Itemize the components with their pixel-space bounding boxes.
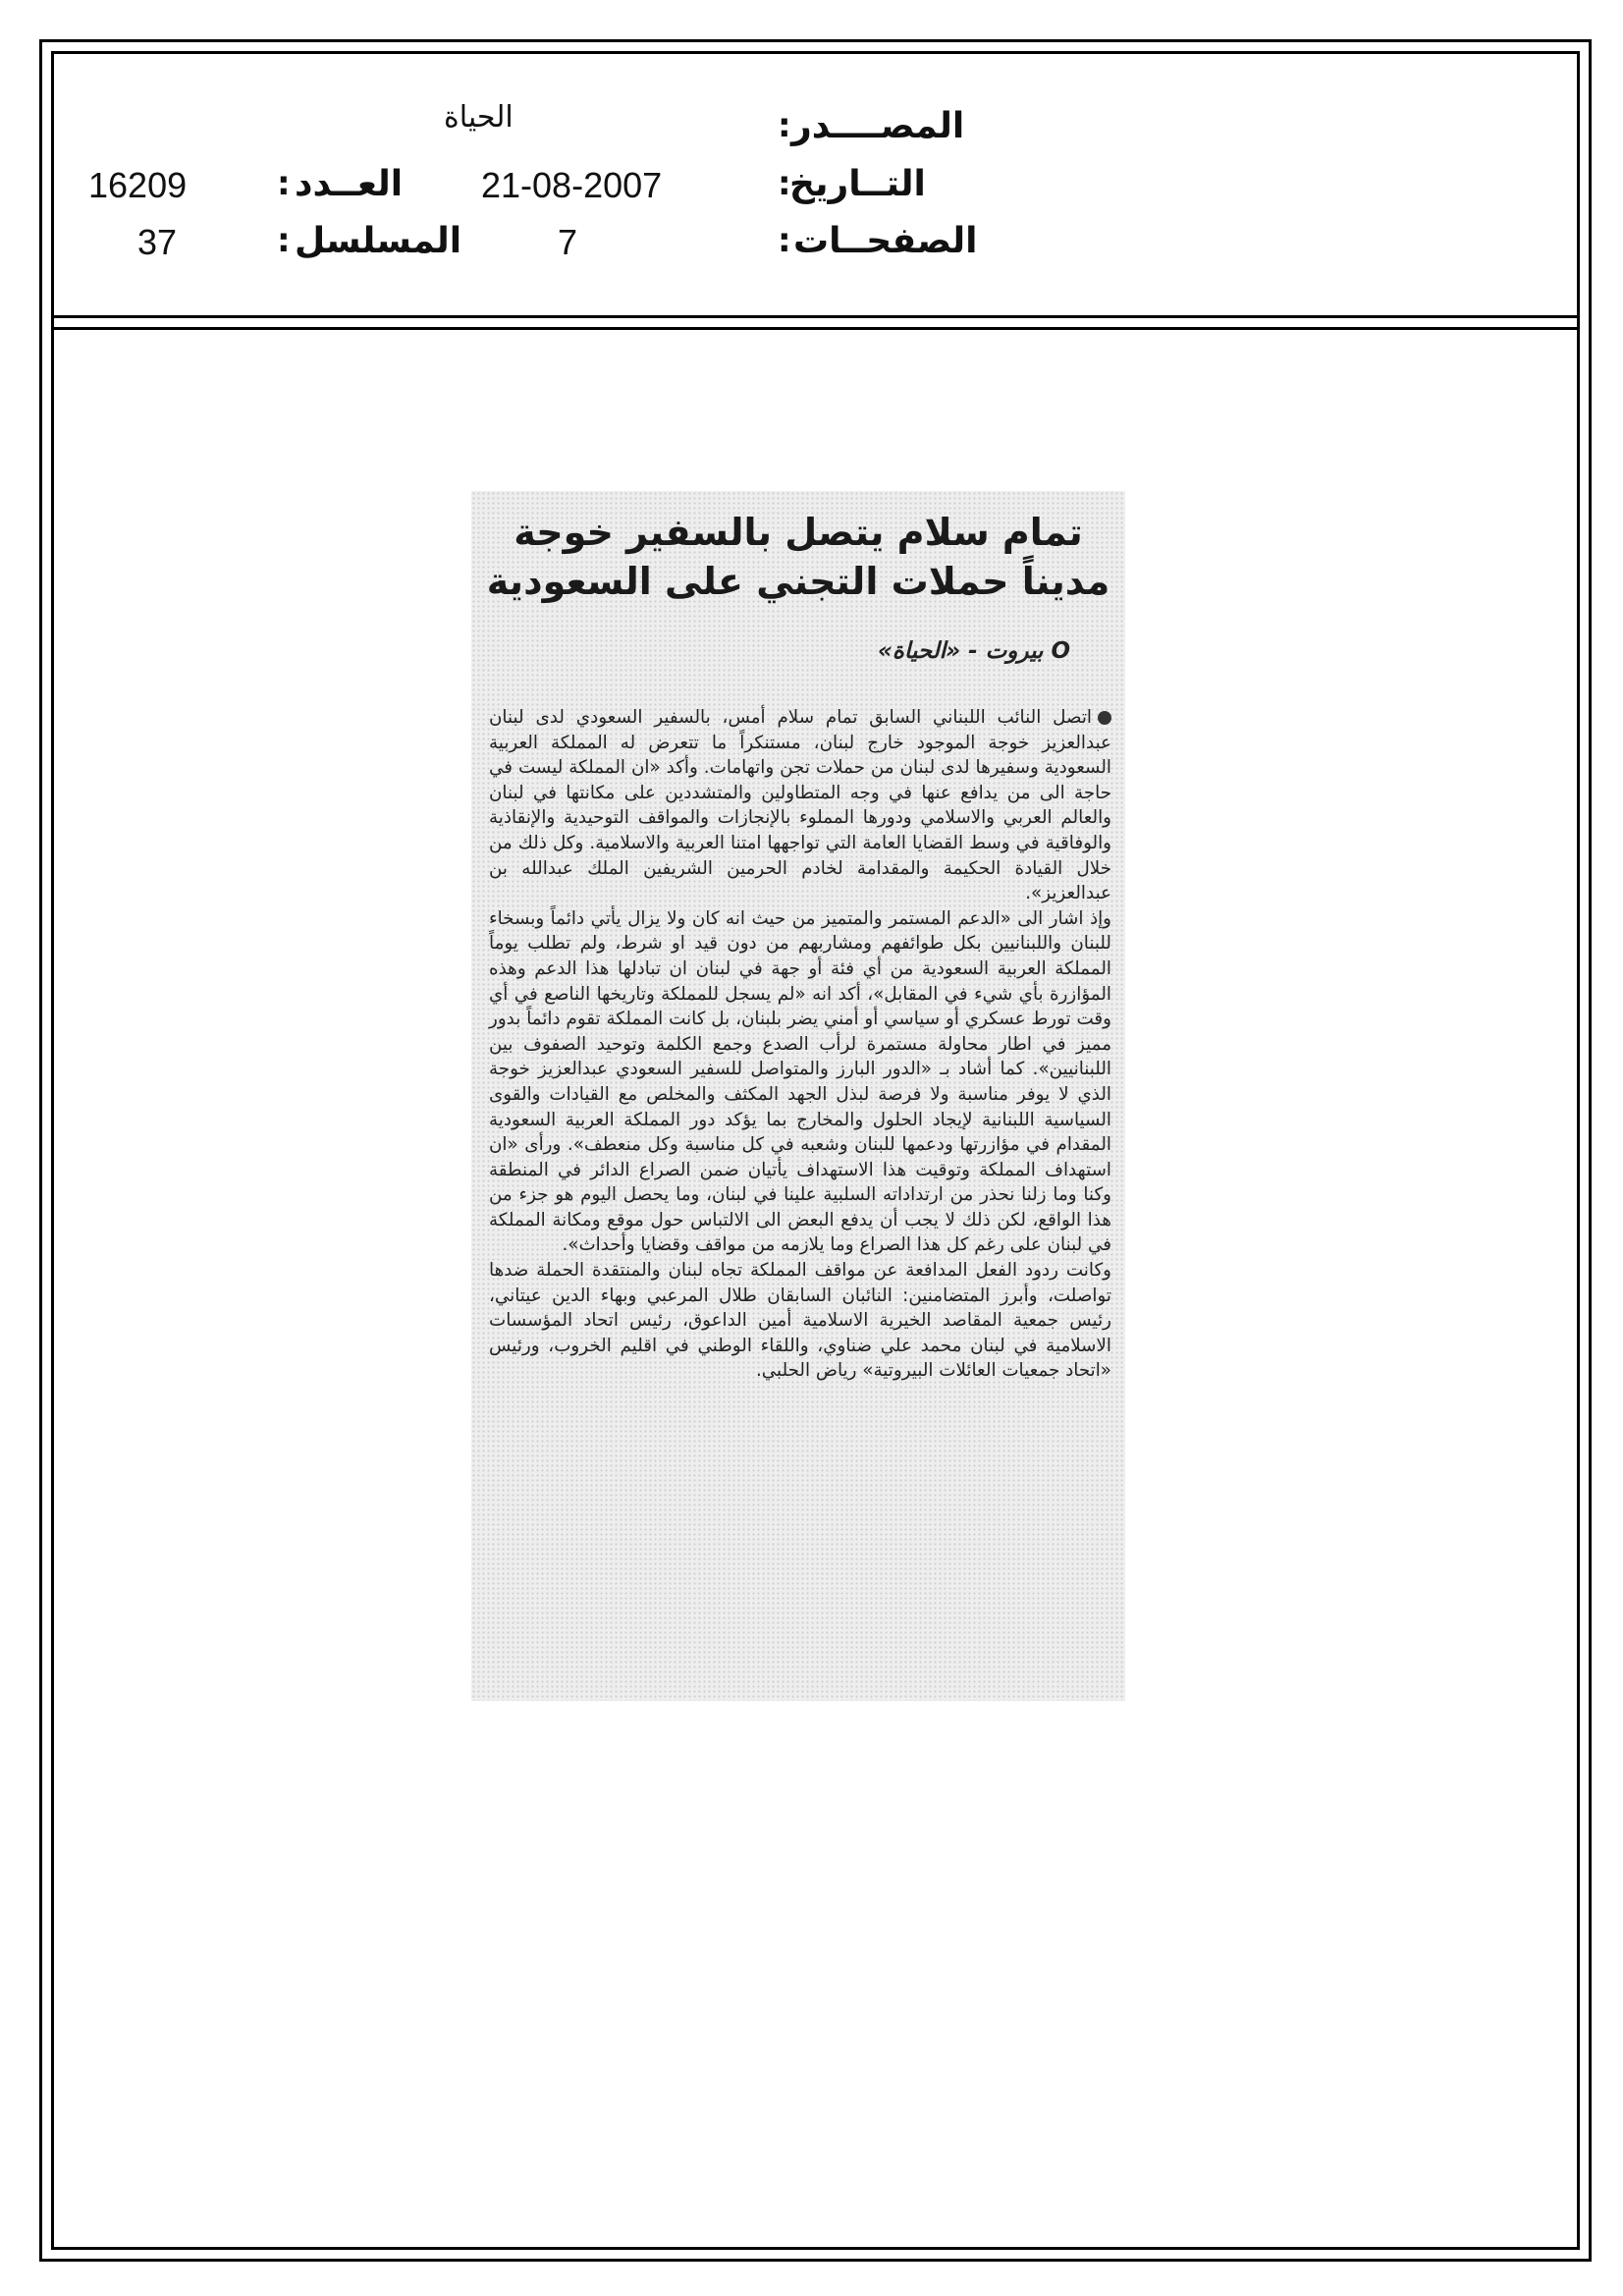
pages-value: 7 xyxy=(558,222,578,262)
serial-value: 37 xyxy=(137,222,178,262)
article-paragraph: وكانت ردود الفعل المدافعة عن مواقف المملكة تجاه لبنان والمنتقدة الحملة ضدها تواصلت، وأبرز المتضامنين: النائبان السابقان طلال المرعبي وبهاء الدين عيتاني، رئيس جمعية المقاصد الخيرية الاسلامية أمين الداعوق، رئيس اتحاد المؤسسات الاسلامية في لبنان محمد علي ضناوي، واللقاء الوطني في اقليم الخروب، ورئيس «اتحاد جمعيات العائلات البيروتية» رياض الحلبي. xyxy=(489,1260,1111,1382)
newspaper-clipping xyxy=(471,491,1125,1701)
date-colon: : xyxy=(778,164,791,203)
article-headline-line1: تمام سلام يتصل بالسفير خوجة xyxy=(514,511,1083,554)
issue-label: العــدد xyxy=(295,164,404,204)
issue-colon: : xyxy=(277,164,291,203)
date-value: 21-08-2007 xyxy=(481,165,663,205)
serial-label: المسلسل xyxy=(295,221,462,261)
source-label: المصــــدر xyxy=(791,106,965,146)
serial-colon: : xyxy=(277,221,291,260)
source-value: الحياة xyxy=(444,100,514,135)
date-label: التــاريخ xyxy=(789,164,926,204)
article-byline: O بيروت - «الحياة» xyxy=(877,638,1070,664)
bullet-icon xyxy=(1098,711,1111,725)
header-divider xyxy=(51,315,1580,318)
article-paragraph: وإذ اشار الى «الدعم المستمر والمتميز من حيث انه كان ولا يزال يأتي دائماً وبسخاء للبنان واللبنانيين بكل طوائفهم ومشاربهم من دون قيد او شرط، ولم تطلب يوماً المملكة العربية السعودية من أي فئة أو جهة في لبنان ان تبادلها هذا الدعم وهذه المؤازرة بأي شيء في المقابل»، أكد انه «لم يسجل للمملكة وتاريخها الناصع في أي وقت تورط عسكري أو سياسي أو أمني يضر بلبنان، بل كانت المملكة تقوم دائماً بدور مميز في اطار محاولة مستمرة لرأب الصدع وجمع الكلمة وتوحيد الصفوف بين اللبنانيين». كما أشاد بـ «الدور البارز والمتواصل للسفير السعودي عبدالعزيز خوجة الذي لا يوفر مناسبة ولا فرصة لبذل الجهد المكثف والمخلص مع القيادات والقوى السياسية اللبنانية لإيجاد الحلول والمخارج بما يؤكد دور المملكة العربية السعودية المقدام في مؤازرتها ودعمها للبنان وشعبه في كل مناسبة وكل منعطف». ورأى «ان استهداف المملكة وتوقيت هذا الاستهداف يأتيان ضمن الصراع الدائر في المنطقة وكنا وما زلنا نحذر من ارتداداته السلبية علينا في لبنان، وما يحصل اليوم هو جزء من هذا الواقع، لكن ذلك لا يجب أن يدفع البعض الى الالتباس حول موقع ومكانة المملكة في لبنان على رغم كل هذا الصراع وما يلازمه من مواقف وقضايا وأحداث». xyxy=(489,907,1111,1256)
article-body xyxy=(489,705,1111,1384)
header-divider-double xyxy=(51,327,1580,330)
source-colon: : xyxy=(778,106,791,145)
pages-label: الصفحــات xyxy=(793,221,978,261)
article-paragraph: اتصل النائب اللبناني السابق تمام سلام أمس، بالسفير السعودي لدى لبنان عبدالعزيز خوجة الموجود خارج لبنان، مستنكراً ما تتعرض له المملكة العربية السعودية وسفيرها لدى لبنان من حملات تجن واتهامات. وأكد «ان المملكة ليست في حاجة الى من يدافع عنها في وجه المتطاولين والمتشددين على مكانتها في لبنان والعالم العربي والاسلامي ودورها المملوء بالإنجازات والمواقف التوحيدية والإنقاذية والوفاقية في وسط القضايا العامة التي تواجهها امتنا العربية والاسلامية. وكل ذلك من خلال القيادة الحكيمة والمقدامة لخادم الحرمين الشريفين الملك عبدالله بن عبدالعزيز». xyxy=(489,707,1111,904)
pages-colon: : xyxy=(778,221,791,260)
article-headline-line2: مديناً حملات التجني على السعودية xyxy=(486,560,1110,603)
issue-value: 16209 xyxy=(88,165,188,205)
